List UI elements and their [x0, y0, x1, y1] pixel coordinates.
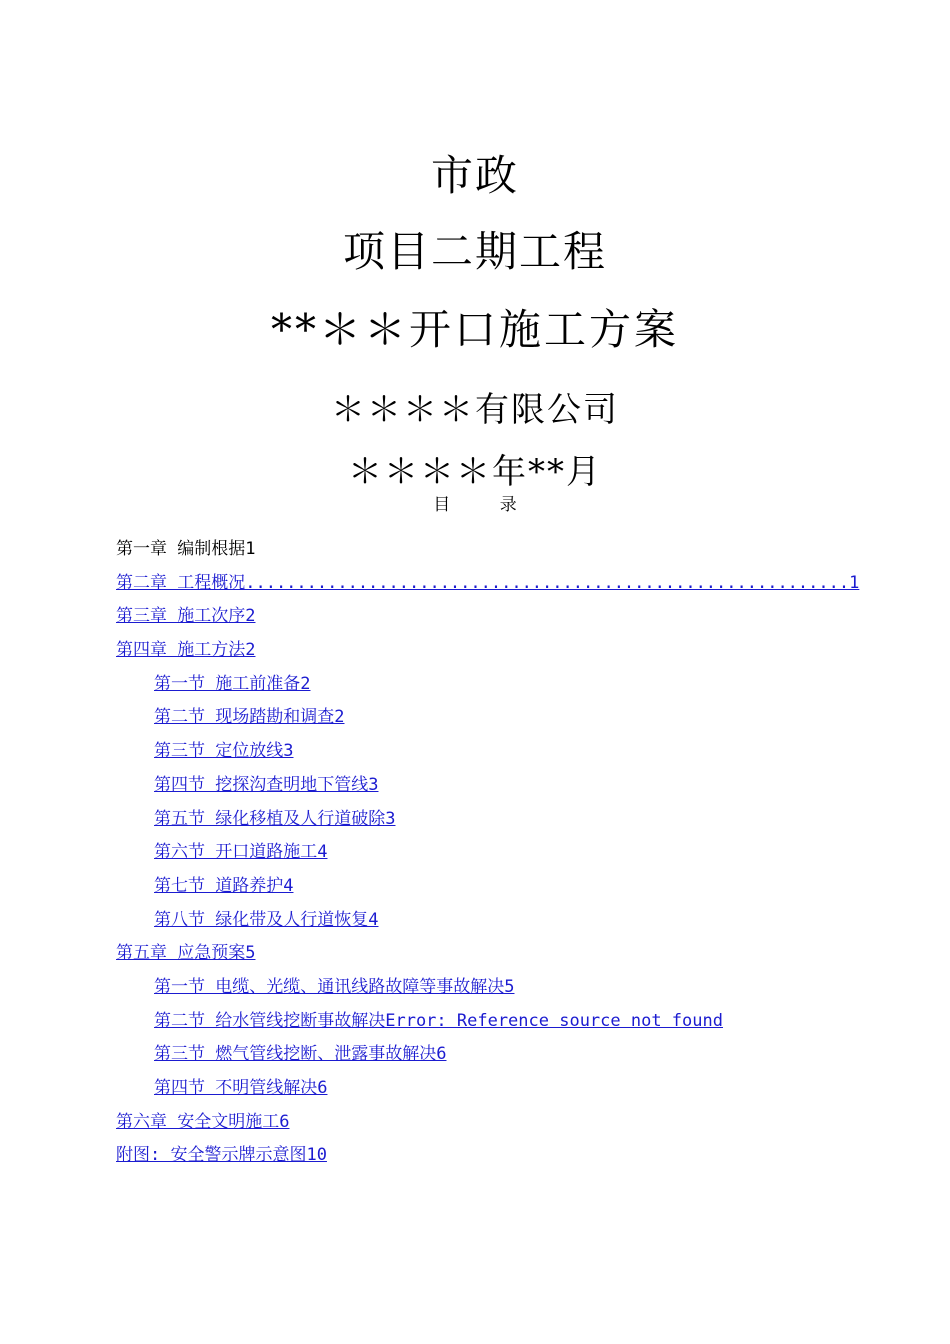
- toc-link[interactable]: 第四节 不明管线解决6: [154, 1078, 328, 1098]
- toc-item[interactable]: [116, 1041, 876, 1075]
- toc-link[interactable]: 第三节 定位放线3: [154, 741, 294, 762]
- toc-link[interactable]: 第三节 燃气管线挖断、泄露事故解决6: [154, 1044, 447, 1065]
- toc-item[interactable]: [116, 637, 876, 671]
- toc-item[interactable]: [116, 772, 876, 806]
- toc-link[interactable]: 第三章 施工次序2: [116, 606, 256, 627]
- toc-item[interactable]: [116, 873, 876, 907]
- toc-item[interactable]: [116, 570, 876, 604]
- cover-company: ＊＊＊＊有限公司: [331, 390, 619, 430]
- toc-heading: 目 录: [433, 495, 517, 515]
- cover-title-line-1: 市政: [430, 151, 519, 200]
- toc-item[interactable]: [116, 1075, 876, 1109]
- toc-link[interactable]: 第八节 绿化带及人行道恢复4: [154, 909, 379, 930]
- toc-item[interactable]: [116, 974, 876, 1008]
- toc-link[interactable]: 附图: 安全警示牌示意图10: [116, 1145, 327, 1166]
- toc-link[interactable]: 第六章 安全文明施工6: [116, 1111, 290, 1132]
- toc-link[interactable]: 第四节 挖探沟查明地下管线3: [154, 774, 379, 795]
- toc-link[interactable]: 第二节 现场踏勘和调查2: [154, 707, 345, 728]
- toc-item[interactable]: [116, 907, 876, 941]
- toc-link[interactable]: 第五章 应急预案5: [116, 943, 256, 964]
- toc-item[interactable]: [116, 704, 876, 738]
- toc-item[interactable]: [116, 1142, 876, 1176]
- toc-item[interactable]: [116, 806, 876, 840]
- toc-item-text: 第一章 编制根据1: [116, 539, 256, 559]
- toc-link[interactable]: 第一节 电缆、光缆、通讯线路故障等事故解决5: [154, 976, 515, 997]
- table-of-contents: [116, 536, 876, 1176]
- toc-item[interactable]: [116, 738, 876, 772]
- toc-item[interactable]: [116, 1008, 876, 1042]
- toc-link[interactable]: 第六节 开口道路施工4: [154, 842, 328, 863]
- toc-link[interactable]: 第二章 工程概况...........................................................1: [116, 572, 860, 593]
- cover-title-line-2: 项目二期工程: [342, 227, 607, 276]
- toc-link[interactable]: 第二节 给水管线挖断事故解决Error: Reference source not found: [154, 1010, 723, 1031]
- toc-link[interactable]: 第七节 道路养护4: [154, 875, 294, 896]
- toc-link[interactable]: 第一节 施工前准备2: [154, 673, 311, 694]
- toc-item[interactable]: [116, 1109, 876, 1143]
- cover-title-line-3: **＊＊开口施工方案: [270, 305, 679, 354]
- cover-date: ＊＊＊＊年**月: [348, 452, 602, 492]
- toc-item[interactable]: [116, 603, 876, 637]
- toc-item[interactable]: [116, 839, 876, 873]
- toc-item[interactable]: [116, 940, 876, 974]
- toc-item: [116, 536, 876, 570]
- toc-link[interactable]: 第五节 绿化移植及人行道破除3: [154, 808, 396, 829]
- toc-item[interactable]: [116, 671, 876, 705]
- toc-link[interactable]: 第四章 施工方法2: [116, 640, 256, 661]
